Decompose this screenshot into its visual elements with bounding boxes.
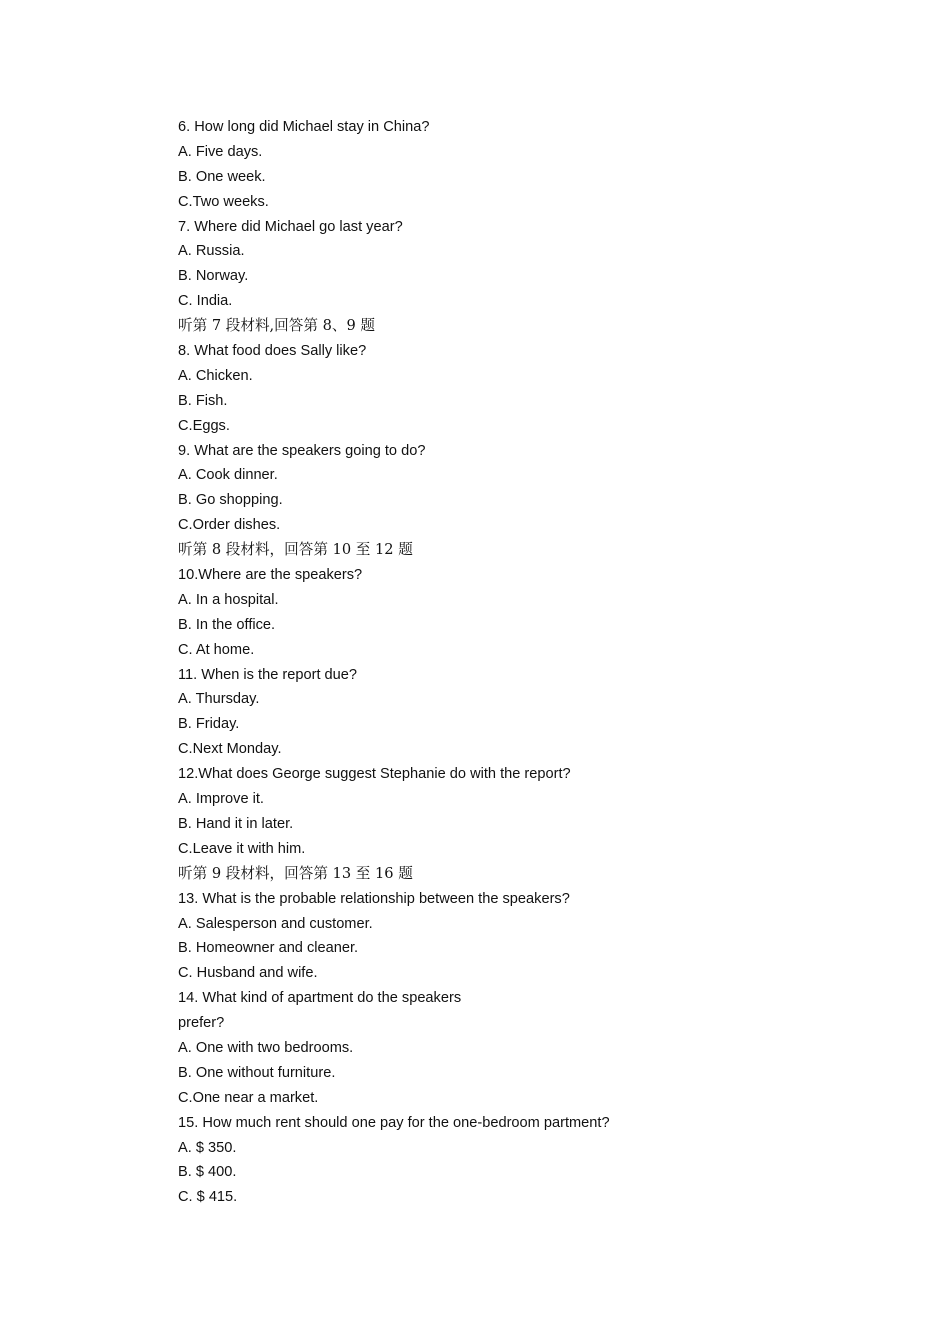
answer-option: C.Leave it with him. (178, 840, 306, 857)
answer-option: C.Order dishes. (178, 517, 281, 534)
section-heading: 听第 7 段材料,回答第 8、9 题 (178, 317, 375, 335)
answer-option: C.Eggs. (178, 417, 230, 434)
question-text: 8. What food does Sally like? (178, 343, 367, 360)
question-text: 11. When is the report due? (178, 666, 358, 683)
answer-option: A. Russia. (178, 243, 245, 260)
section-heading: 听第 9 段材料，回答第 13 至 16 题 (178, 864, 413, 882)
question-text: 14. What kind of apartment do the speakers (178, 990, 462, 1007)
answer-option: A. Salesperson and customer. (178, 915, 373, 932)
answer-option: C. Husband and wife. (178, 965, 318, 982)
answer-option: C.One near a market. (178, 1089, 319, 1106)
question-text: 10.Where are the speakers? (178, 567, 363, 584)
answer-option: B. In the office. (178, 616, 276, 633)
question-text-continued: prefer? (178, 1015, 225, 1032)
answer-option: B. Friday. (178, 716, 240, 733)
answer-option: B. $ 400. (178, 1164, 237, 1181)
answer-option: A. $ 350. (178, 1139, 237, 1156)
answer-option: B. Go shopping. (178, 492, 283, 509)
question-text: 15. How much rent should one pay for the one-bedroom partment? (178, 1114, 610, 1131)
answer-option: B. Fish. (178, 392, 228, 409)
answer-option: A. Improve it. (178, 791, 264, 808)
question-text: 12.What does George suggest Stephanie do with the report? (178, 766, 571, 783)
question-text: 13. What is the probable relationship between the speakers? (178, 890, 570, 907)
document-body (178, 115, 878, 1210)
answer-option: C. India. (178, 293, 233, 310)
answer-option: C.Two weeks. (178, 193, 269, 210)
answer-option: A. Cook dinner. (178, 467, 278, 484)
answer-option: B. Norway. (178, 268, 249, 285)
answer-option: C. $ 415. (178, 1189, 238, 1206)
answer-option: A. One with two bedrooms. (178, 1039, 354, 1056)
answer-option: C. At home. (178, 641, 255, 658)
answer-option: A. Thursday. (178, 691, 260, 708)
answer-option: A. Chicken. (178, 367, 253, 384)
answer-option: C.Next Monday. (178, 741, 282, 758)
section-heading: 听第 8 段材料，回答第 10 至 12 题 (178, 541, 413, 559)
question-text: 6. How long did Michael stay in China? (178, 119, 430, 135)
answer-option: B. One without furniture. (178, 1064, 336, 1081)
answer-option: B. One week. (178, 168, 266, 185)
question-text: 7. Where did Michael go last year? (178, 218, 403, 235)
answer-option: B. Homeowner and cleaner. (178, 940, 359, 957)
question-text: 9. What are the speakers going to do? (178, 442, 426, 459)
answer-option: A. In a hospital. (178, 591, 279, 608)
answer-option: A. Five days. (178, 143, 263, 160)
answer-option: B. Hand it in later. (178, 815, 294, 832)
